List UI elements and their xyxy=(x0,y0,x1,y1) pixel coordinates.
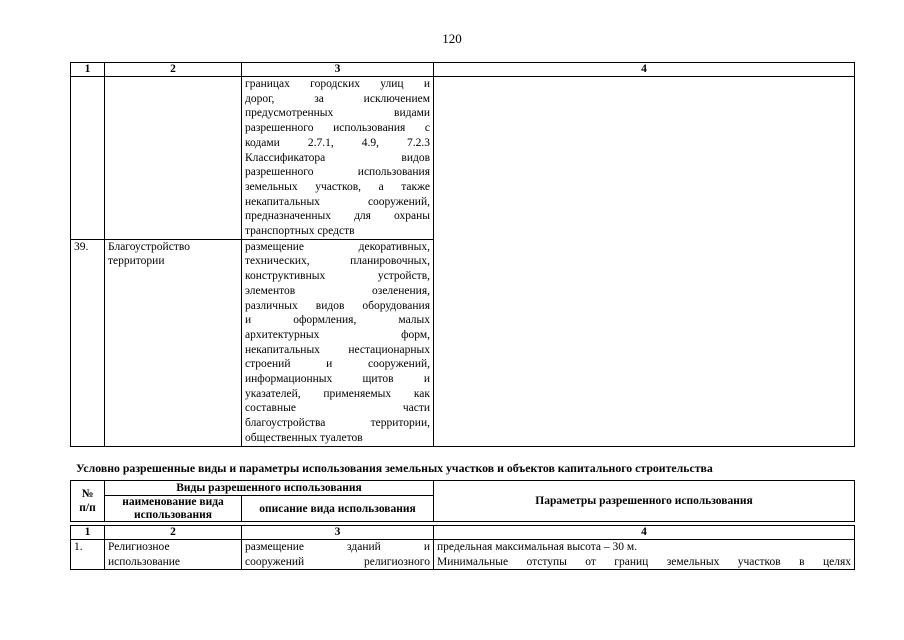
column-number: 3 xyxy=(242,63,434,77)
description-line: сооружений религиозного xyxy=(245,555,430,568)
name-column-header xyxy=(105,496,242,522)
description-line: технических, планировочных, xyxy=(245,255,430,268)
use-name-cell xyxy=(105,540,242,570)
description-line: и оформления, малых xyxy=(245,314,430,327)
description-line: указателей, применяемых как xyxy=(245,387,430,400)
use-name-cell xyxy=(105,77,242,240)
parameters-column-header: Параметры разрешенного использования xyxy=(434,481,855,522)
row-number-cell: 39. xyxy=(71,239,105,446)
use-description-cell xyxy=(242,77,434,240)
parameter-line: Минимальные отступы от границ земельных участков в целях xyxy=(437,555,851,568)
description-line: транспортных средств xyxy=(245,225,355,238)
table-row-continuation xyxy=(71,77,855,240)
description-column-header: описание вида использования xyxy=(242,496,434,522)
row-number-cell: 1. xyxy=(71,540,105,570)
column-number: 4 xyxy=(434,526,855,540)
name-header-line: использования xyxy=(134,508,212,521)
parameter-line: предельная максимальная высота – 30 м. xyxy=(437,541,638,553)
use-name-line: Благоустройство xyxy=(108,240,190,253)
description-line: элементов озеленения, xyxy=(245,284,430,297)
description-line: кодами 2.7.1, 4.9, 7.2.3 xyxy=(245,136,430,149)
number-column-header xyxy=(71,481,105,522)
column-number: 2 xyxy=(105,63,242,77)
description-line: составные части xyxy=(245,402,430,415)
description-line: конструктивных устройств, xyxy=(245,270,430,283)
types-group-header: Виды разрешенного использования xyxy=(105,481,434,496)
description-line: земельных участков, а также xyxy=(245,180,430,193)
description-line: предусмотренных видами xyxy=(245,107,430,120)
description-line: дорог, за исключением xyxy=(245,92,430,105)
description-line: разрешенного использования xyxy=(245,166,430,179)
column-number-row xyxy=(71,526,855,540)
description-line: размещение зданий и xyxy=(245,541,430,553)
description-line: Классификатора видов xyxy=(245,151,430,164)
description-line: общественных туалетов xyxy=(245,431,363,444)
row-number-cell xyxy=(71,77,105,240)
description-line: информационных щитов и xyxy=(245,373,430,386)
parameters-cell xyxy=(434,540,855,570)
description-line: строений и сооружений, xyxy=(245,358,430,371)
conditional-uses-table xyxy=(70,480,855,570)
use-name-line: Религиозное xyxy=(108,541,170,553)
description-line: предназначенных для охраны xyxy=(245,210,430,223)
table-row-1 xyxy=(71,540,855,570)
header-row-1 xyxy=(71,481,855,496)
column-number: 3 xyxy=(242,526,434,540)
description-line: архитектурных форм, xyxy=(245,328,430,341)
description-line: разрешенного использования с xyxy=(245,122,430,135)
use-name-line: территории xyxy=(108,255,165,268)
parameters-cell xyxy=(434,77,855,447)
column-number: 1 xyxy=(71,526,105,540)
description-line: некапитальных нестационарных xyxy=(245,343,430,356)
permitted-uses-table xyxy=(70,62,855,447)
use-name-cell xyxy=(105,239,242,446)
description-line: различных видов оборудования xyxy=(245,299,430,312)
number-header-line: № xyxy=(81,488,94,500)
column-number-row xyxy=(71,63,855,77)
description-line: некапитальных сооружений, xyxy=(245,195,430,208)
name-header-line: наименование вида xyxy=(122,496,224,508)
section-title: Условно разрешенные виды и параметры использования земельных участков и объектов капитального строительства xyxy=(76,461,713,475)
description-line: размещение декоративных, xyxy=(245,240,430,253)
use-description-cell xyxy=(242,540,434,570)
description-line: границах городских улиц и xyxy=(245,78,430,90)
column-number: 4 xyxy=(434,63,855,77)
use-name-line: использование xyxy=(108,555,181,568)
description-line: благоустройства территории, xyxy=(245,417,430,430)
column-number: 2 xyxy=(105,526,242,540)
use-description-cell xyxy=(242,239,434,446)
column-number: 1 xyxy=(71,63,105,77)
number-header-line: п/п xyxy=(79,502,96,514)
page-number: 120 xyxy=(442,31,462,46)
